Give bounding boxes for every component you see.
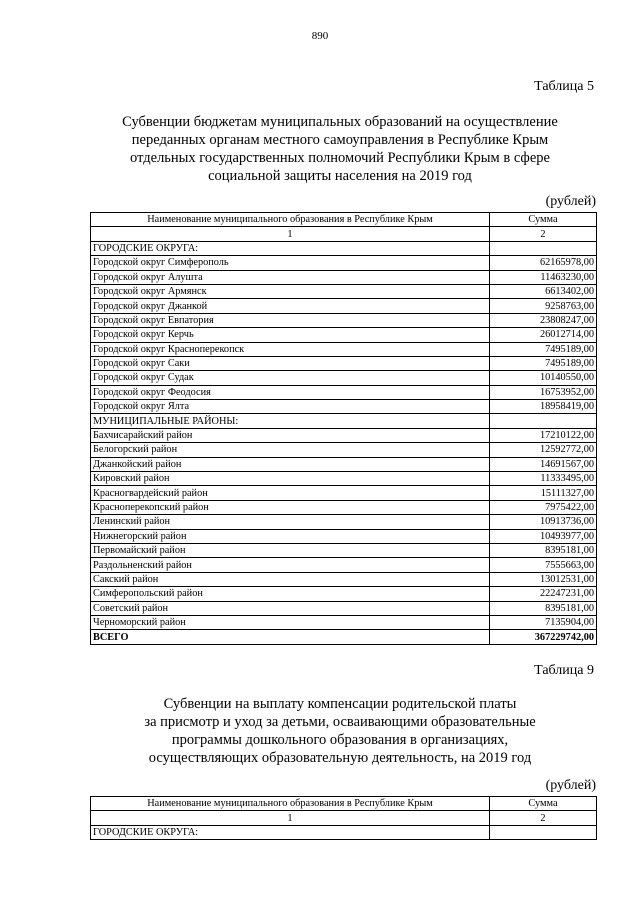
table5-label: Таблица 5: [534, 79, 594, 94]
row-amount: 22247231,00: [490, 587, 597, 601]
page-number: 890: [311, 30, 329, 42]
row-amount: 18958419,00: [490, 400, 597, 414]
table-row: [91, 270, 597, 284]
table5-title-line: Субвенции бюджетам муниципальных образований на осуществление: [122, 114, 558, 130]
table5-title: [70, 113, 610, 185]
table-row: [91, 313, 597, 327]
row-name: Черноморский район: [91, 615, 490, 629]
table-row: [91, 342, 597, 356]
table9-col-num1: 1: [91, 811, 490, 825]
table9-title: [70, 695, 610, 767]
table-row: [91, 515, 597, 529]
table9-col-sum: Сумма: [490, 797, 597, 811]
table5-title-line: переданных органам местного самоуправления в Республике Крым: [131, 132, 549, 148]
row-name: Городской округ Красноперекопск: [91, 342, 490, 356]
table-row: [91, 284, 597, 298]
table-row: [91, 500, 597, 514]
row-name: Городской округ Феодосия: [91, 385, 490, 399]
row-name: Кировский район: [91, 472, 490, 486]
row-name: Белогорский район: [91, 443, 490, 457]
row-name: Городской округ Армянск: [91, 284, 490, 298]
table9-unit: (рублей): [545, 778, 596, 793]
row-amount: 16753952,00: [490, 385, 597, 399]
table5-unit: (рублей): [545, 194, 596, 209]
row-name: Советский район: [91, 601, 490, 615]
row-amount: 7135904,00: [490, 615, 597, 629]
table-row: [91, 428, 597, 442]
table9-colnum-row: [91, 811, 597, 825]
row-amount: 8395181,00: [490, 601, 597, 615]
table9-col-name: Наименование муниципального образования в Республике Крым: [91, 797, 490, 811]
table-row: [91, 299, 597, 313]
row-amount: 17210122,00: [490, 428, 597, 442]
table-row: [91, 385, 597, 399]
table5-col-sum: Сумма: [490, 213, 597, 227]
row-name: Нижнегорский район: [91, 529, 490, 543]
table-row: [91, 587, 597, 601]
table9-title-line: осуществляющих образовательную деятельность, на 2019 год: [148, 750, 532, 766]
row-name: Городской округ Судак: [91, 371, 490, 385]
row-amount: 7495189,00: [490, 342, 597, 356]
table-row: [91, 356, 597, 370]
row-amount: 11463230,00: [490, 270, 597, 284]
table5-col-name: Наименование муниципального образования в Республике Крым: [91, 213, 490, 227]
table5-col-num1: 1: [91, 227, 490, 241]
row-amount: 7975422,00: [490, 500, 597, 514]
row-amount: 26012714,00: [490, 328, 597, 342]
row-name: Раздольненский район: [91, 558, 490, 572]
table-row: [91, 529, 597, 543]
row-amount: 8395181,00: [490, 543, 597, 557]
row-name: Бахчисарайский район: [91, 428, 490, 442]
table5-colnum-row: [91, 227, 597, 241]
row-name: Городской округ Ялта: [91, 400, 490, 414]
row-amount: 23808247,00: [490, 313, 597, 327]
row-amount: 10140550,00: [490, 371, 597, 385]
table-row: [91, 825, 597, 839]
row-amount: 11333495,00: [490, 472, 597, 486]
row-name: ГОРОДСКИЕ ОКРУГА:: [91, 241, 490, 255]
table-row: [91, 615, 597, 629]
table-row: [91, 241, 597, 255]
row-amount: 14691567,00: [490, 457, 597, 471]
table-row: [91, 572, 597, 586]
total-label: ВСЕГО: [91, 630, 490, 644]
row-name: Городской округ Керчь: [91, 328, 490, 342]
row-amount: 6613402,00: [490, 284, 597, 298]
row-name: ГОРОДСКИЕ ОКРУГА:: [91, 825, 490, 839]
row-name: Городской округ Алушта: [91, 270, 490, 284]
table-row: [91, 543, 597, 557]
row-name: Сакский район: [91, 572, 490, 586]
table5-header-row: [91, 213, 597, 227]
total-row: [91, 630, 597, 644]
table-row: [91, 414, 597, 428]
row-name: МУНИЦИПАЛЬНЫЕ РАЙОНЫ:: [91, 414, 490, 428]
row-name: Красногвардейский район: [91, 486, 490, 500]
table9-label: Таблица 9: [534, 663, 594, 678]
table-row: [91, 371, 597, 385]
table5-title-line: отдельных государственных полномочий Республики Крым в сфере: [130, 150, 550, 166]
row-name: Красноперекопский район: [91, 500, 490, 514]
table9-title-line: за присмотр и уход за детьми, осваивающими образовательные: [144, 714, 536, 730]
table9-col-num2: 2: [490, 811, 597, 825]
row-amount: [490, 241, 597, 255]
row-name: Городской округ Саки: [91, 356, 490, 370]
table-row: [91, 400, 597, 414]
table5: [90, 212, 597, 645]
row-name: Первомайский район: [91, 543, 490, 557]
row-amount: [490, 825, 597, 839]
table9: [90, 796, 597, 840]
table-row: [91, 558, 597, 572]
table-row: [91, 256, 597, 270]
row-amount: 12592772,00: [490, 443, 597, 457]
row-name: Городской округ Симферополь: [91, 256, 490, 270]
table-row: [91, 472, 597, 486]
row-name: Городской округ Евпатория: [91, 313, 490, 327]
table9-title-line: программы дошкольного образования в организациях,: [171, 732, 509, 748]
row-amount: 15111327,00: [490, 486, 597, 500]
total-amount: 367229742,00: [490, 630, 597, 644]
row-amount: 7555663,00: [490, 558, 597, 572]
row-name: Джанкойский район: [91, 457, 490, 471]
row-amount: 9258763,00: [490, 299, 597, 313]
row-amount: 10913736,00: [490, 515, 597, 529]
table-row: [91, 601, 597, 615]
row-amount: 10493977,00: [490, 529, 597, 543]
table5-title-line: социальной защиты населения на 2019 год: [208, 168, 472, 184]
table-row: [91, 486, 597, 500]
table5-col-num2: 2: [490, 227, 597, 241]
row-name: Симферопольский район: [91, 587, 490, 601]
row-name: Городской округ Джанкой: [91, 299, 490, 313]
table-row: [91, 457, 597, 471]
table9-header-row: [91, 797, 597, 811]
row-amount: [490, 414, 597, 428]
table9-title-line: Субвенции на выплату компенсации родительской платы: [163, 696, 517, 712]
table-row: [91, 443, 597, 457]
row-amount: 62165978,00: [490, 256, 597, 270]
row-amount: 13012531,00: [490, 572, 597, 586]
row-amount: 7495189,00: [490, 356, 597, 370]
row-name: Ленинский район: [91, 515, 490, 529]
table-row: [91, 328, 597, 342]
